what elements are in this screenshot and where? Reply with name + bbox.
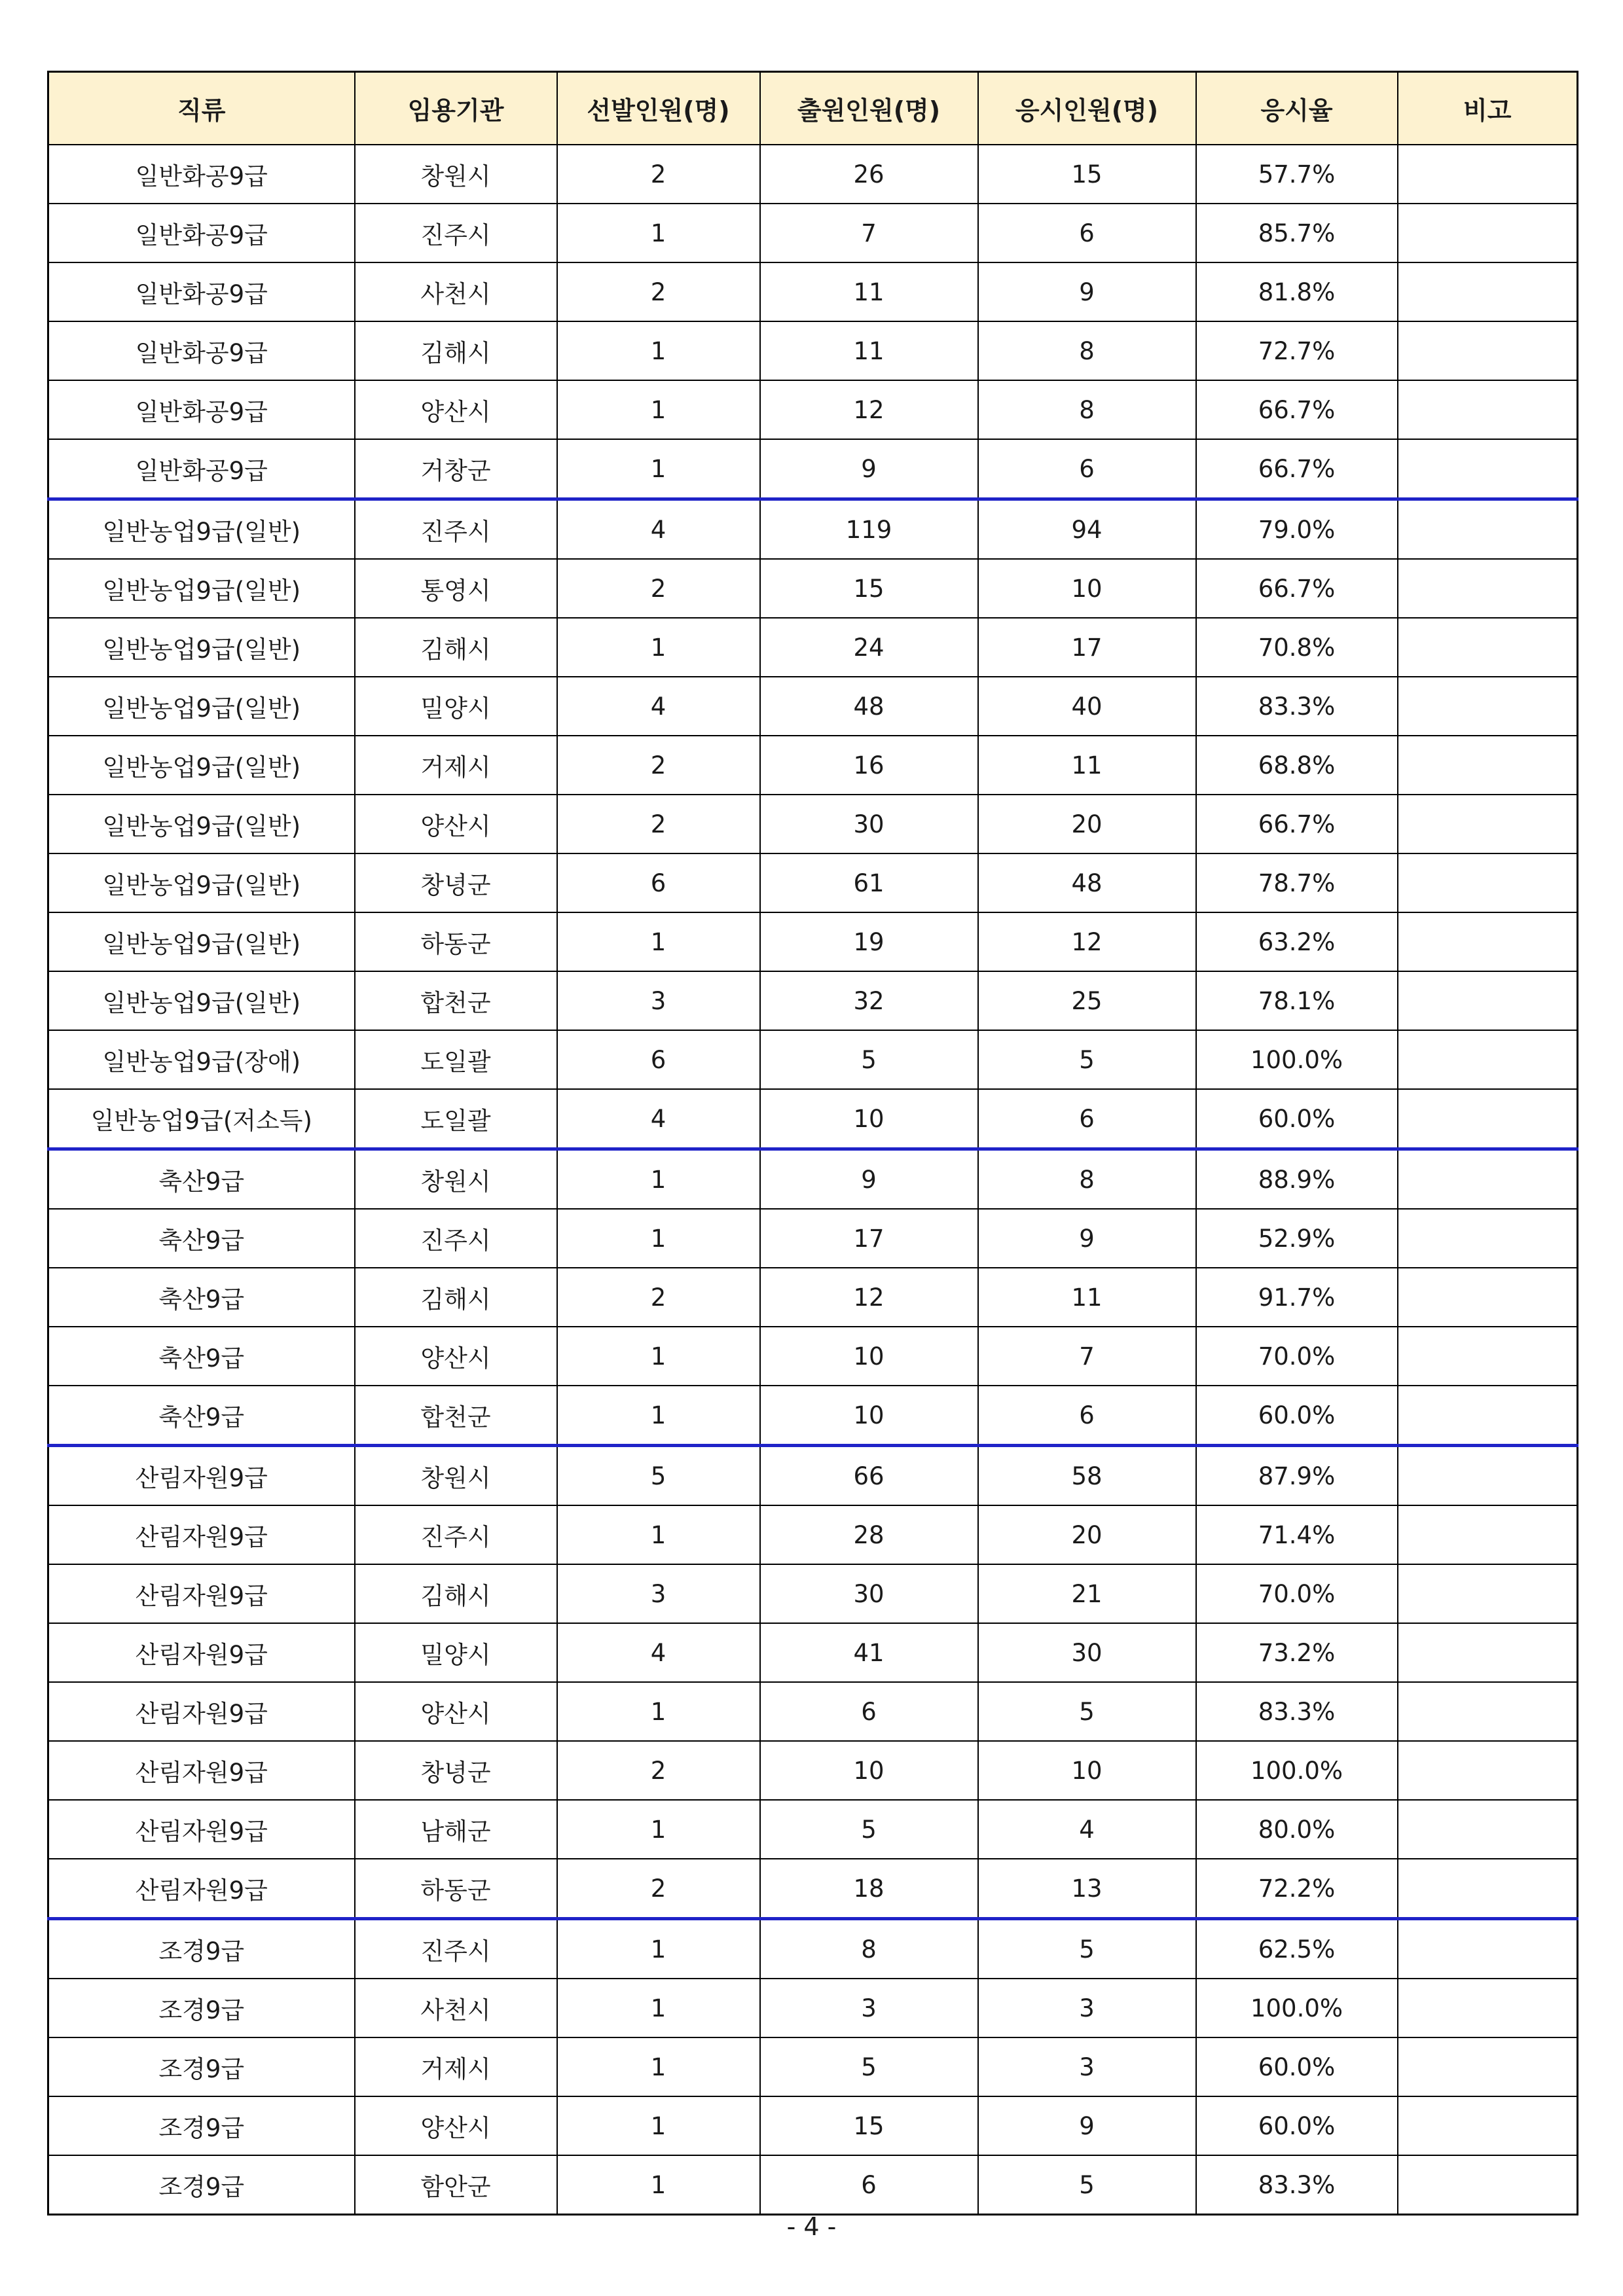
cell-attendance-rate: 57.7% (1196, 145, 1398, 204)
cell-examinee-count: 9 (978, 1209, 1196, 1268)
cell-examinee-count: 3 (978, 2037, 1196, 2096)
cell-job-category: 일반화공9급 (48, 321, 355, 380)
cell-examinee-count: 7 (978, 1327, 1196, 1386)
table-row (48, 677, 1578, 736)
cell-job-category: 축산9급 (48, 1209, 355, 1268)
cell-remarks (1398, 618, 1578, 677)
cell-applicant-count: 28 (760, 1505, 978, 1564)
cell-job-category: 축산9급 (48, 1149, 355, 1210)
cell-agency: 진주시 (355, 1505, 557, 1564)
cell-examinee-count: 5 (978, 1682, 1196, 1741)
header-cell-attendance-rate: 응시율 (1196, 72, 1398, 145)
table-row (48, 1859, 1578, 1919)
cell-job-category: 산림자원9급 (48, 1682, 355, 1741)
cell-agency: 창원시 (355, 1446, 557, 1506)
table-row (48, 145, 1578, 204)
cell-applicant-count: 11 (760, 321, 978, 380)
cell-applicant-count: 10 (760, 1089, 978, 1149)
cell-job-category: 일반농업9급(저소득) (48, 1089, 355, 1149)
cell-remarks (1398, 1859, 1578, 1919)
cell-remarks (1398, 1386, 1578, 1446)
cell-agency: 창녕군 (355, 1741, 557, 1800)
table-row (48, 439, 1578, 499)
cell-agency: 김해시 (355, 321, 557, 380)
table-row (48, 1149, 1578, 1210)
cell-attendance-rate: 71.4% (1196, 1505, 1398, 1564)
cell-job-category: 조경9급 (48, 1979, 355, 2037)
cell-agency: 김해시 (355, 1268, 557, 1327)
cell-selected-count: 3 (557, 1564, 760, 1623)
page-number: - 4 - (786, 2212, 837, 2241)
table-row (48, 321, 1578, 380)
cell-examinee-count: 30 (978, 1623, 1196, 1682)
cell-job-category: 일반농업9급(일반) (48, 853, 355, 912)
cell-remarks (1398, 1800, 1578, 1859)
cell-selected-count: 1 (557, 1386, 760, 1446)
cell-attendance-rate: 66.7% (1196, 795, 1398, 853)
cell-applicant-count: 24 (760, 618, 978, 677)
cell-examinee-count: 5 (978, 2155, 1196, 2215)
cell-attendance-rate: 60.0% (1196, 2037, 1398, 2096)
table-row (48, 204, 1578, 262)
cell-attendance-rate: 100.0% (1196, 1741, 1398, 1800)
cell-selected-count: 4 (557, 677, 760, 736)
table-row (48, 2155, 1578, 2215)
cell-applicant-count: 26 (760, 145, 978, 204)
cell-examinee-count: 58 (978, 1446, 1196, 1506)
cell-applicant-count: 19 (760, 912, 978, 971)
cell-remarks (1398, 1209, 1578, 1268)
cell-applicant-count: 61 (760, 853, 978, 912)
table-row (48, 736, 1578, 795)
document-table-container (47, 71, 1577, 2215)
cell-examinee-count: 12 (978, 912, 1196, 971)
cell-agency: 하동군 (355, 912, 557, 971)
cell-remarks (1398, 1979, 1578, 2037)
cell-remarks (1398, 736, 1578, 795)
cell-agency: 창녕군 (355, 853, 557, 912)
cell-applicant-count: 41 (760, 1623, 978, 1682)
cell-attendance-rate: 81.8% (1196, 262, 1398, 321)
cell-remarks (1398, 204, 1578, 262)
cell-attendance-rate: 62.5% (1196, 1919, 1398, 1979)
cell-applicant-count: 6 (760, 1682, 978, 1741)
cell-attendance-rate: 80.0% (1196, 1800, 1398, 1859)
cell-selected-count: 1 (557, 1800, 760, 1859)
cell-job-category: 일반화공9급 (48, 262, 355, 321)
table-row (48, 262, 1578, 321)
cell-selected-count: 4 (557, 499, 760, 560)
table-row (48, 2037, 1578, 2096)
cell-job-category: 일반화공9급 (48, 204, 355, 262)
cell-remarks (1398, 1149, 1578, 1210)
cell-job-category: 일반화공9급 (48, 380, 355, 439)
cell-applicant-count: 30 (760, 795, 978, 853)
cell-agency: 진주시 (355, 499, 557, 560)
cell-attendance-rate: 70.8% (1196, 618, 1398, 677)
cell-remarks (1398, 321, 1578, 380)
cell-selected-count: 6 (557, 1030, 760, 1089)
cell-examinee-count: 94 (978, 499, 1196, 560)
cell-applicant-count: 32 (760, 971, 978, 1030)
cell-attendance-rate: 60.0% (1196, 2096, 1398, 2155)
table-row (48, 1682, 1578, 1741)
cell-attendance-rate: 87.9% (1196, 1446, 1398, 1506)
cell-remarks (1398, 971, 1578, 1030)
cell-selected-count: 1 (557, 1979, 760, 2037)
table-row (48, 1268, 1578, 1327)
table-row (48, 795, 1578, 853)
cell-selected-count: 3 (557, 971, 760, 1030)
cell-remarks (1398, 1623, 1578, 1682)
cell-selected-count: 2 (557, 736, 760, 795)
cell-attendance-rate: 66.7% (1196, 380, 1398, 439)
cell-selected-count: 2 (557, 1741, 760, 1800)
cell-applicant-count: 9 (760, 439, 978, 499)
cell-remarks (1398, 1564, 1578, 1623)
cell-agency: 거제시 (355, 2037, 557, 2096)
cell-examinee-count: 5 (978, 1030, 1196, 1089)
cell-job-category: 산림자원9급 (48, 1741, 355, 1800)
cell-selected-count: 1 (557, 439, 760, 499)
cell-remarks (1398, 1446, 1578, 1506)
cell-attendance-rate: 73.2% (1196, 1623, 1398, 1682)
header-cell-selected-count: 선발인원(명) (557, 72, 760, 145)
cell-examinee-count: 5 (978, 1919, 1196, 1979)
cell-remarks (1398, 853, 1578, 912)
cell-remarks (1398, 1030, 1578, 1089)
cell-agency: 도일괄 (355, 1030, 557, 1089)
cell-applicant-count: 18 (760, 1859, 978, 1919)
cell-applicant-count: 5 (760, 1030, 978, 1089)
cell-attendance-rate: 78.7% (1196, 853, 1398, 912)
cell-examinee-count: 8 (978, 1149, 1196, 1210)
cell-job-category: 일반농업9급(일반) (48, 618, 355, 677)
cell-selected-count: 1 (557, 1682, 760, 1741)
table-row (48, 1564, 1578, 1623)
table-row (48, 1800, 1578, 1859)
cell-selected-count: 1 (557, 204, 760, 262)
cell-remarks (1398, 912, 1578, 971)
cell-selected-count: 6 (557, 853, 760, 912)
table-row (48, 912, 1578, 971)
table-row (48, 380, 1578, 439)
cell-agency: 합천군 (355, 1386, 557, 1446)
table-row (48, 1446, 1578, 1506)
cell-examinee-count: 15 (978, 145, 1196, 204)
cell-remarks (1398, 1089, 1578, 1149)
cell-attendance-rate: 60.0% (1196, 1089, 1398, 1149)
table-row (48, 1741, 1578, 1800)
cell-attendance-rate: 83.3% (1196, 677, 1398, 736)
cell-job-category: 산림자원9급 (48, 1859, 355, 1919)
cell-attendance-rate: 63.2% (1196, 912, 1398, 971)
header-cell-applicant-count: 출원인원(명) (760, 72, 978, 145)
cell-agency: 남해군 (355, 1800, 557, 1859)
table-row (48, 1919, 1578, 1979)
cell-applicant-count: 10 (760, 1741, 978, 1800)
cell-agency: 사천시 (355, 1979, 557, 2037)
cell-agency: 함안군 (355, 2155, 557, 2215)
header-cell-agency: 임용기관 (355, 72, 557, 145)
cell-remarks (1398, 1505, 1578, 1564)
cell-agency: 하동군 (355, 1859, 557, 1919)
cell-agency: 거제시 (355, 736, 557, 795)
cell-examinee-count: 17 (978, 618, 1196, 677)
table-header-row (48, 72, 1578, 145)
cell-attendance-rate: 70.0% (1196, 1327, 1398, 1386)
cell-selected-count: 1 (557, 1919, 760, 1979)
cell-attendance-rate: 88.9% (1196, 1149, 1398, 1210)
cell-attendance-rate: 83.3% (1196, 1682, 1398, 1741)
header-cell-job-category: 직류 (48, 72, 355, 145)
cell-applicant-count: 12 (760, 1268, 978, 1327)
cell-examinee-count: 20 (978, 1505, 1196, 1564)
cell-attendance-rate: 91.7% (1196, 1268, 1398, 1327)
cell-applicant-count: 11 (760, 262, 978, 321)
table-row (48, 1623, 1578, 1682)
cell-job-category: 일반농업9급(일반) (48, 795, 355, 853)
cell-remarks (1398, 439, 1578, 499)
cell-remarks (1398, 1919, 1578, 1979)
cell-attendance-rate: 68.8% (1196, 736, 1398, 795)
cell-selected-count: 1 (557, 1209, 760, 1268)
cell-examinee-count: 4 (978, 1800, 1196, 1859)
cell-applicant-count: 66 (760, 1446, 978, 1506)
cell-examinee-count: 25 (978, 971, 1196, 1030)
cell-job-category: 일반화공9급 (48, 439, 355, 499)
cell-agency: 합천군 (355, 971, 557, 1030)
cell-selected-count: 1 (557, 912, 760, 971)
cell-selected-count: 2 (557, 145, 760, 204)
cell-examinee-count: 48 (978, 853, 1196, 912)
cell-applicant-count: 48 (760, 677, 978, 736)
table-row (48, 853, 1578, 912)
table-row (48, 2096, 1578, 2155)
cell-remarks (1398, 1268, 1578, 1327)
cell-job-category: 일반농업9급(일반) (48, 912, 355, 971)
cell-examinee-count: 6 (978, 204, 1196, 262)
cell-examinee-count: 9 (978, 262, 1196, 321)
cell-selected-count: 1 (557, 618, 760, 677)
cell-applicant-count: 5 (760, 2037, 978, 2096)
cell-applicant-count: 30 (760, 1564, 978, 1623)
table-row (48, 1979, 1578, 2037)
cell-agency: 양산시 (355, 1682, 557, 1741)
cell-attendance-rate: 66.7% (1196, 439, 1398, 499)
cell-attendance-rate: 70.0% (1196, 1564, 1398, 1623)
table-row (48, 971, 1578, 1030)
cell-selected-count: 2 (557, 795, 760, 853)
cell-examinee-count: 10 (978, 559, 1196, 618)
cell-applicant-count: 10 (760, 1327, 978, 1386)
cell-job-category: 일반화공9급 (48, 145, 355, 204)
cell-selected-count: 1 (557, 2096, 760, 2155)
table-row (48, 1327, 1578, 1386)
cell-applicant-count: 16 (760, 736, 978, 795)
cell-remarks (1398, 380, 1578, 439)
cell-selected-count: 5 (557, 1446, 760, 1506)
table-body (48, 145, 1578, 2215)
cell-examinee-count: 6 (978, 1089, 1196, 1149)
cell-selected-count: 1 (557, 2155, 760, 2215)
cell-applicant-count: 10 (760, 1386, 978, 1446)
cell-examinee-count: 9 (978, 2096, 1196, 2155)
cell-agency: 진주시 (355, 1919, 557, 1979)
cell-selected-count: 2 (557, 1859, 760, 1919)
cell-attendance-rate: 72.2% (1196, 1859, 1398, 1919)
header-cell-examinee-count: 응시인원(명) (978, 72, 1196, 145)
cell-agency: 김해시 (355, 618, 557, 677)
cell-examinee-count: 3 (978, 1979, 1196, 2037)
cell-attendance-rate: 72.7% (1196, 321, 1398, 380)
cell-agency: 도일괄 (355, 1089, 557, 1149)
cell-job-category: 산림자원9급 (48, 1564, 355, 1623)
cell-applicant-count: 7 (760, 204, 978, 262)
cell-job-category: 축산9급 (48, 1327, 355, 1386)
cell-selected-count: 1 (557, 380, 760, 439)
cell-applicant-count: 119 (760, 499, 978, 560)
cell-selected-count: 1 (557, 1327, 760, 1386)
cell-remarks (1398, 145, 1578, 204)
cell-applicant-count: 15 (760, 559, 978, 618)
cell-attendance-rate: 60.0% (1196, 1386, 1398, 1446)
cell-agency: 양산시 (355, 1327, 557, 1386)
cell-job-category: 산림자원9급 (48, 1623, 355, 1682)
cell-remarks (1398, 262, 1578, 321)
recruitment-statistics-table (47, 71, 1578, 2215)
cell-attendance-rate: 83.3% (1196, 2155, 1398, 2215)
cell-remarks (1398, 2096, 1578, 2155)
cell-agency: 진주시 (355, 1209, 557, 1268)
cell-remarks (1398, 499, 1578, 560)
cell-selected-count: 1 (557, 2037, 760, 2096)
cell-remarks (1398, 1682, 1578, 1741)
cell-selected-count: 2 (557, 559, 760, 618)
cell-agency: 밀양시 (355, 677, 557, 736)
cell-attendance-rate: 52.9% (1196, 1209, 1398, 1268)
cell-examinee-count: 11 (978, 736, 1196, 795)
cell-selected-count: 1 (557, 1149, 760, 1210)
cell-remarks (1398, 795, 1578, 853)
cell-selected-count: 2 (557, 1268, 760, 1327)
cell-job-category: 일반농업9급(일반) (48, 559, 355, 618)
cell-job-category: 산림자원9급 (48, 1800, 355, 1859)
cell-selected-count: 1 (557, 321, 760, 380)
cell-agency: 김해시 (355, 1564, 557, 1623)
table-row (48, 1505, 1578, 1564)
table-row (48, 559, 1578, 618)
cell-selected-count: 4 (557, 1089, 760, 1149)
table-row (48, 499, 1578, 560)
cell-applicant-count: 9 (760, 1149, 978, 1210)
cell-job-category: 일반농업9급(일반) (48, 499, 355, 560)
cell-examinee-count: 40 (978, 677, 1196, 736)
cell-applicant-count: 15 (760, 2096, 978, 2155)
cell-attendance-rate: 100.0% (1196, 1979, 1398, 2037)
cell-applicant-count: 8 (760, 1919, 978, 1979)
cell-agency: 양산시 (355, 380, 557, 439)
cell-agency: 진주시 (355, 204, 557, 262)
cell-job-category: 조경9급 (48, 2155, 355, 2215)
cell-job-category: 산림자원9급 (48, 1446, 355, 1506)
cell-agency: 사천시 (355, 262, 557, 321)
cell-applicant-count: 3 (760, 1979, 978, 2037)
cell-examinee-count: 6 (978, 1386, 1196, 1446)
table-row (48, 1386, 1578, 1446)
cell-remarks (1398, 677, 1578, 736)
header-cell-remarks: 비고 (1398, 72, 1578, 145)
cell-remarks (1398, 559, 1578, 618)
table-row (48, 1030, 1578, 1089)
cell-agency: 양산시 (355, 2096, 557, 2155)
cell-remarks (1398, 1327, 1578, 1386)
table-row (48, 618, 1578, 677)
cell-job-category: 산림자원9급 (48, 1505, 355, 1564)
cell-attendance-rate: 78.1% (1196, 971, 1398, 1030)
cell-job-category: 일반농업9급(일반) (48, 971, 355, 1030)
cell-selected-count: 4 (557, 1623, 760, 1682)
cell-applicant-count: 6 (760, 2155, 978, 2215)
cell-selected-count: 2 (557, 262, 760, 321)
cell-examinee-count: 13 (978, 1859, 1196, 1919)
cell-job-category: 조경9급 (48, 1919, 355, 1979)
cell-examinee-count: 11 (978, 1268, 1196, 1327)
cell-applicant-count: 12 (760, 380, 978, 439)
cell-remarks (1398, 2037, 1578, 2096)
cell-agency: 창원시 (355, 1149, 557, 1210)
cell-attendance-rate: 79.0% (1196, 499, 1398, 560)
table-row (48, 1209, 1578, 1268)
cell-job-category: 일반농업9급(일반) (48, 736, 355, 795)
cell-applicant-count: 17 (760, 1209, 978, 1268)
cell-agency: 창원시 (355, 145, 557, 204)
cell-job-category: 일반농업9급(일반) (48, 677, 355, 736)
cell-agency: 거창군 (355, 439, 557, 499)
cell-examinee-count: 21 (978, 1564, 1196, 1623)
cell-job-category: 조경9급 (48, 2096, 355, 2155)
cell-job-category: 축산9급 (48, 1386, 355, 1446)
cell-agency: 통영시 (355, 559, 557, 618)
cell-examinee-count: 6 (978, 439, 1196, 499)
cell-agency: 양산시 (355, 795, 557, 853)
table-row (48, 1089, 1578, 1149)
cell-job-category: 조경9급 (48, 2037, 355, 2096)
cell-attendance-rate: 66.7% (1196, 559, 1398, 618)
cell-examinee-count: 8 (978, 321, 1196, 380)
cell-selected-count: 1 (557, 1505, 760, 1564)
cell-remarks (1398, 2155, 1578, 2215)
cell-examinee-count: 20 (978, 795, 1196, 853)
cell-attendance-rate: 100.0% (1196, 1030, 1398, 1089)
cell-examinee-count: 8 (978, 380, 1196, 439)
cell-examinee-count: 10 (978, 1741, 1196, 1800)
cell-agency: 밀양시 (355, 1623, 557, 1682)
cell-applicant-count: 5 (760, 1800, 978, 1859)
cell-job-category: 축산9급 (48, 1268, 355, 1327)
cell-attendance-rate: 85.7% (1196, 204, 1398, 262)
cell-remarks (1398, 1741, 1578, 1800)
cell-job-category: 일반농업9급(장애) (48, 1030, 355, 1089)
